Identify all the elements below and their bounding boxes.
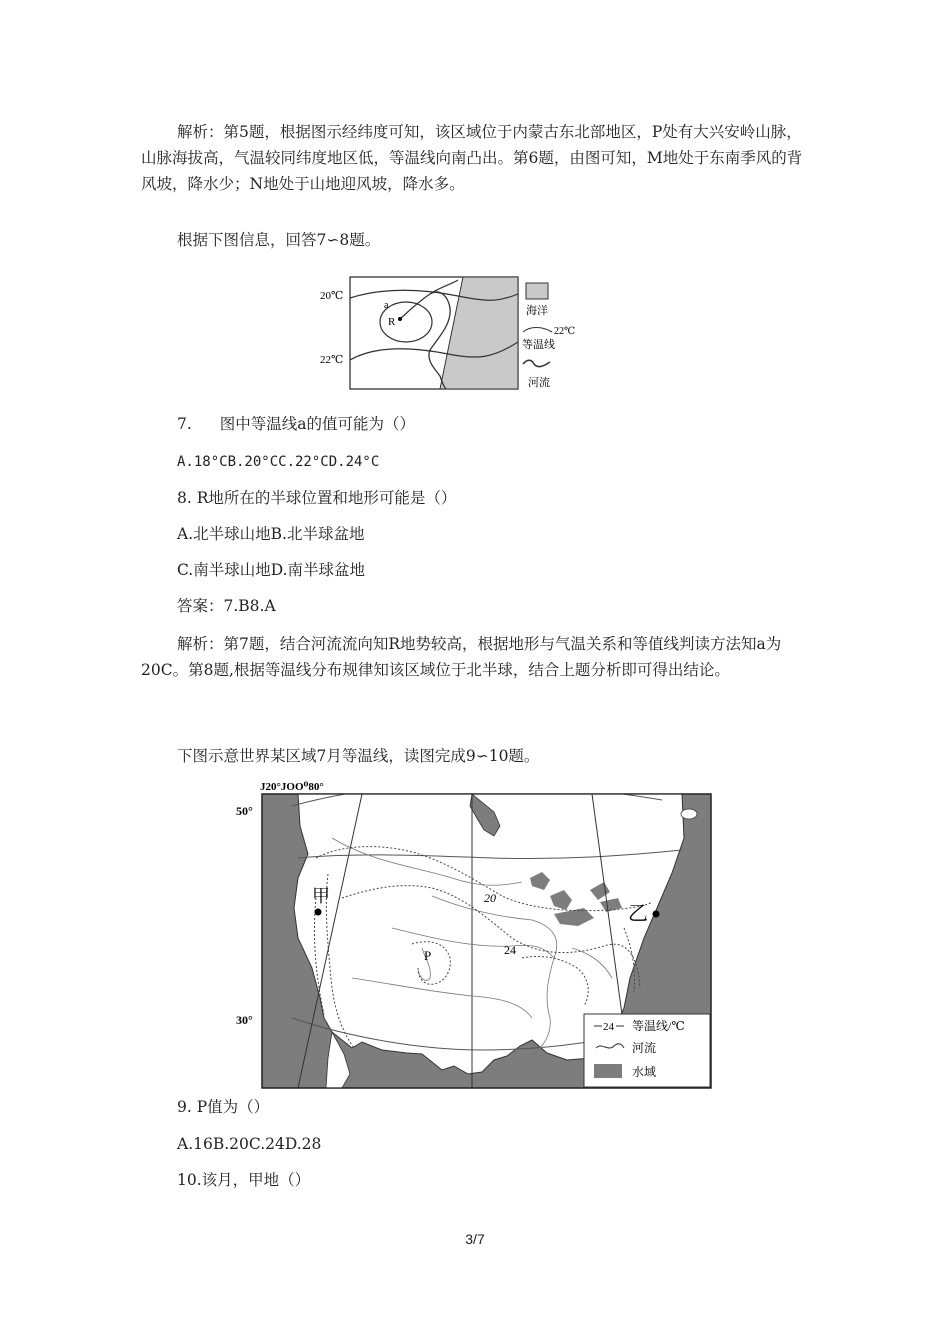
isotherm-20-label: 20 bbox=[484, 891, 496, 905]
legend-isotherm-label: 等温线/℃ bbox=[632, 1019, 685, 1033]
map-top-label: J20°JOO⁰80° bbox=[260, 781, 324, 793]
question-7-options: A.18°CB.20°CC.22°CD.24°C bbox=[177, 454, 380, 470]
label-22c: 22℃ bbox=[320, 354, 344, 366]
isotherm-figure-1 bbox=[318, 272, 598, 394]
label-yi: 乙 bbox=[628, 903, 648, 925]
analysis-paragraph-1: 解析：第5题，根据图示经纬度可知，该区域位于内蒙古东北部地区，P处有大兴安岭山脉，山脉海拔高，气温较同纬度地区低，等温线向南凸出。第6题，由图可知，M地处于东南季风的背风坡，降水少；N地处于山地迎风坡，降水多。 bbox=[141, 123, 803, 193]
question-9-options: A.16B.20C.24D.28 bbox=[177, 1135, 322, 1153]
label-20c: 20℃ bbox=[320, 290, 344, 302]
question-8-options-ab: A.北半球山地B.北半球盆地 bbox=[177, 525, 365, 543]
question-7 bbox=[177, 413, 415, 435]
legend-isotherm-label: 等温线 bbox=[522, 339, 555, 351]
lat-30-label: 30° bbox=[236, 1013, 253, 1027]
page-number: 3/7 bbox=[465, 1231, 485, 1247]
intro-9-10: 下图示意世界某区域7月等温线，读图完成9∽10题。 bbox=[177, 747, 540, 765]
label-r: R bbox=[388, 316, 396, 328]
answer-7-8: 答案：7.B8.A bbox=[177, 597, 276, 615]
legend-river-label: 河流 bbox=[632, 1041, 657, 1055]
legend-isotherm-value: 22℃ bbox=[554, 326, 576, 337]
question-7-number: 7. bbox=[177, 415, 192, 433]
legend-ocean-label: 海洋 bbox=[526, 305, 548, 317]
question-8-options-cd: C.南半球山地D.南半球盆地 bbox=[177, 561, 366, 579]
question-8: 8. R地所在的半球位置和地形可能是（） bbox=[177, 489, 457, 507]
legend-river-label: 河流 bbox=[528, 377, 550, 389]
label-a: a bbox=[384, 300, 389, 311]
analysis-paragraph-2: 解析：第7题，结合河流流向知R地势较高，根据地形与气温关系和等值线判读方法知a为20C。第8题,根据等温线分布规律知该区域位于北半球，结合上题分析即可得出结论。 bbox=[141, 635, 782, 679]
label-jia: 甲 bbox=[312, 886, 330, 906]
question-10: 10.该月，甲地（） bbox=[177, 1171, 311, 1189]
question-9: 9. P值为（） bbox=[177, 1098, 270, 1116]
legend-water-label: 水域 bbox=[632, 1065, 657, 1079]
question-7-text: 图中等温线a的值可能为（） bbox=[219, 415, 416, 433]
label-p: P bbox=[424, 948, 432, 963]
legend-iso-value: 24 bbox=[603, 1021, 614, 1033]
isotherm-24-label: 24 bbox=[504, 943, 516, 957]
lat-50-label: 50° bbox=[236, 804, 253, 818]
intro-7-8: 根据下图信息，回答7∽8题。 bbox=[177, 231, 381, 249]
isotherm-map-figure-2 bbox=[232, 778, 716, 1092]
